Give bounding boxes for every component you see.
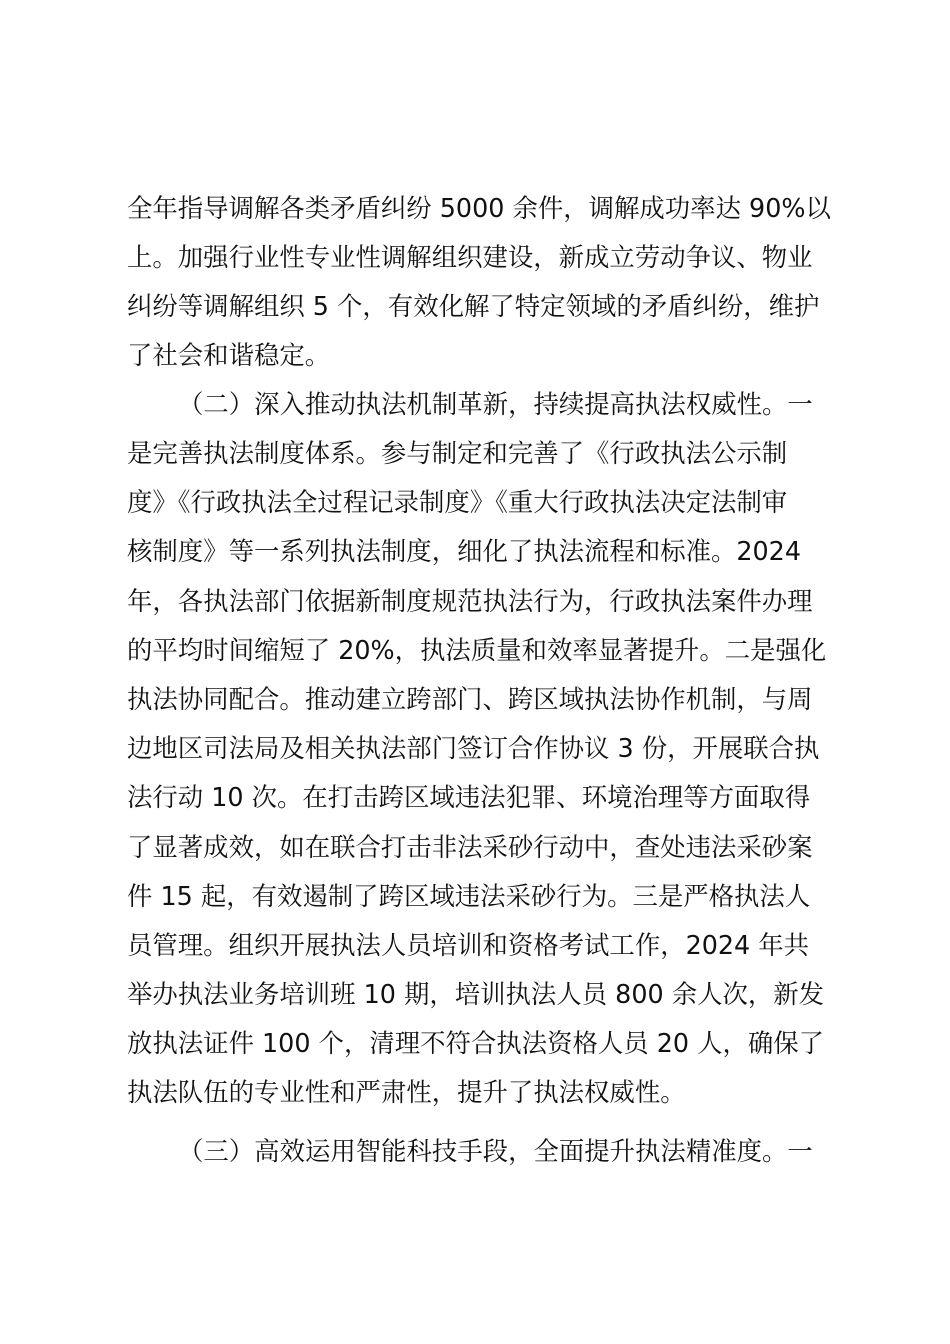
- text-line: 的平均时间缩短了 20%，执法质量和效率显著提升。二是强化: [127, 635, 827, 665]
- text-line: 度》《行政执法全过程记录制度》《重大行政执法决定法制审: [127, 487, 788, 517]
- text-line: 核制度》等一系列执法制度，细化了执法流程和标准。2024: [127, 536, 801, 566]
- text-line: 法行动 10 次。在打击跨区域违法犯罪、环境治理等方面取得: [127, 782, 811, 812]
- text-line: 纠纷等调解组织 5 个，有效化解了特定领域的矛盾纠纷，维护: [127, 291, 820, 321]
- text-line: 了社会和谐稳定。: [127, 340, 331, 370]
- text-line: 件 15 起，有效遏制了跨区域违法采砂行为。三是严格执法人: [127, 881, 811, 911]
- text-line: 了显著成效，如在联合打击非法采砂行动中，查处违法采砂案: [127, 832, 813, 862]
- text-line: 边地区司法局及相关执法部门签订合作协议 3 份，开展联合执: [127, 733, 820, 763]
- text-line: 是完善执法制度体系。参与制定和完善了《行政执法公示制: [127, 438, 788, 468]
- text-line: 执法队伍的专业性和严肃性，提升了执法权威性。: [127, 1077, 686, 1107]
- text-line: 上。加强行业性专业性调解组织建设，新成立劳动争议、物业: [127, 242, 813, 272]
- text-line: 执法协同配合。推动建立跨部门、跨区域执法协作机制，与周: [127, 684, 813, 714]
- section-heading-line: （三）高效运用智能科技手段，全面提升执法精准度。一: [178, 1136, 813, 1166]
- text-line: 年，各执法部门依据新制度规范执法行为，行政执法案件办理: [127, 586, 813, 616]
- section-heading-line: （二）深入推动执法机制革新，持续提高执法权威性。一: [178, 389, 813, 419]
- text-line: 举办执法业务培训班 10 期，培训执法人员 800 余人次，新发: [127, 979, 825, 1009]
- text-line: 全年指导调解各类矛盾纠纷 5000 余件，调解成功率达 90%以: [127, 193, 831, 223]
- text-line: 员管理。组织开展执法人员培训和资格考试工作，2024 年共: [127, 930, 810, 960]
- text-line: 放执法证件 100 个，清理不符合执法资格人员 20 人，确保了: [127, 1028, 825, 1058]
